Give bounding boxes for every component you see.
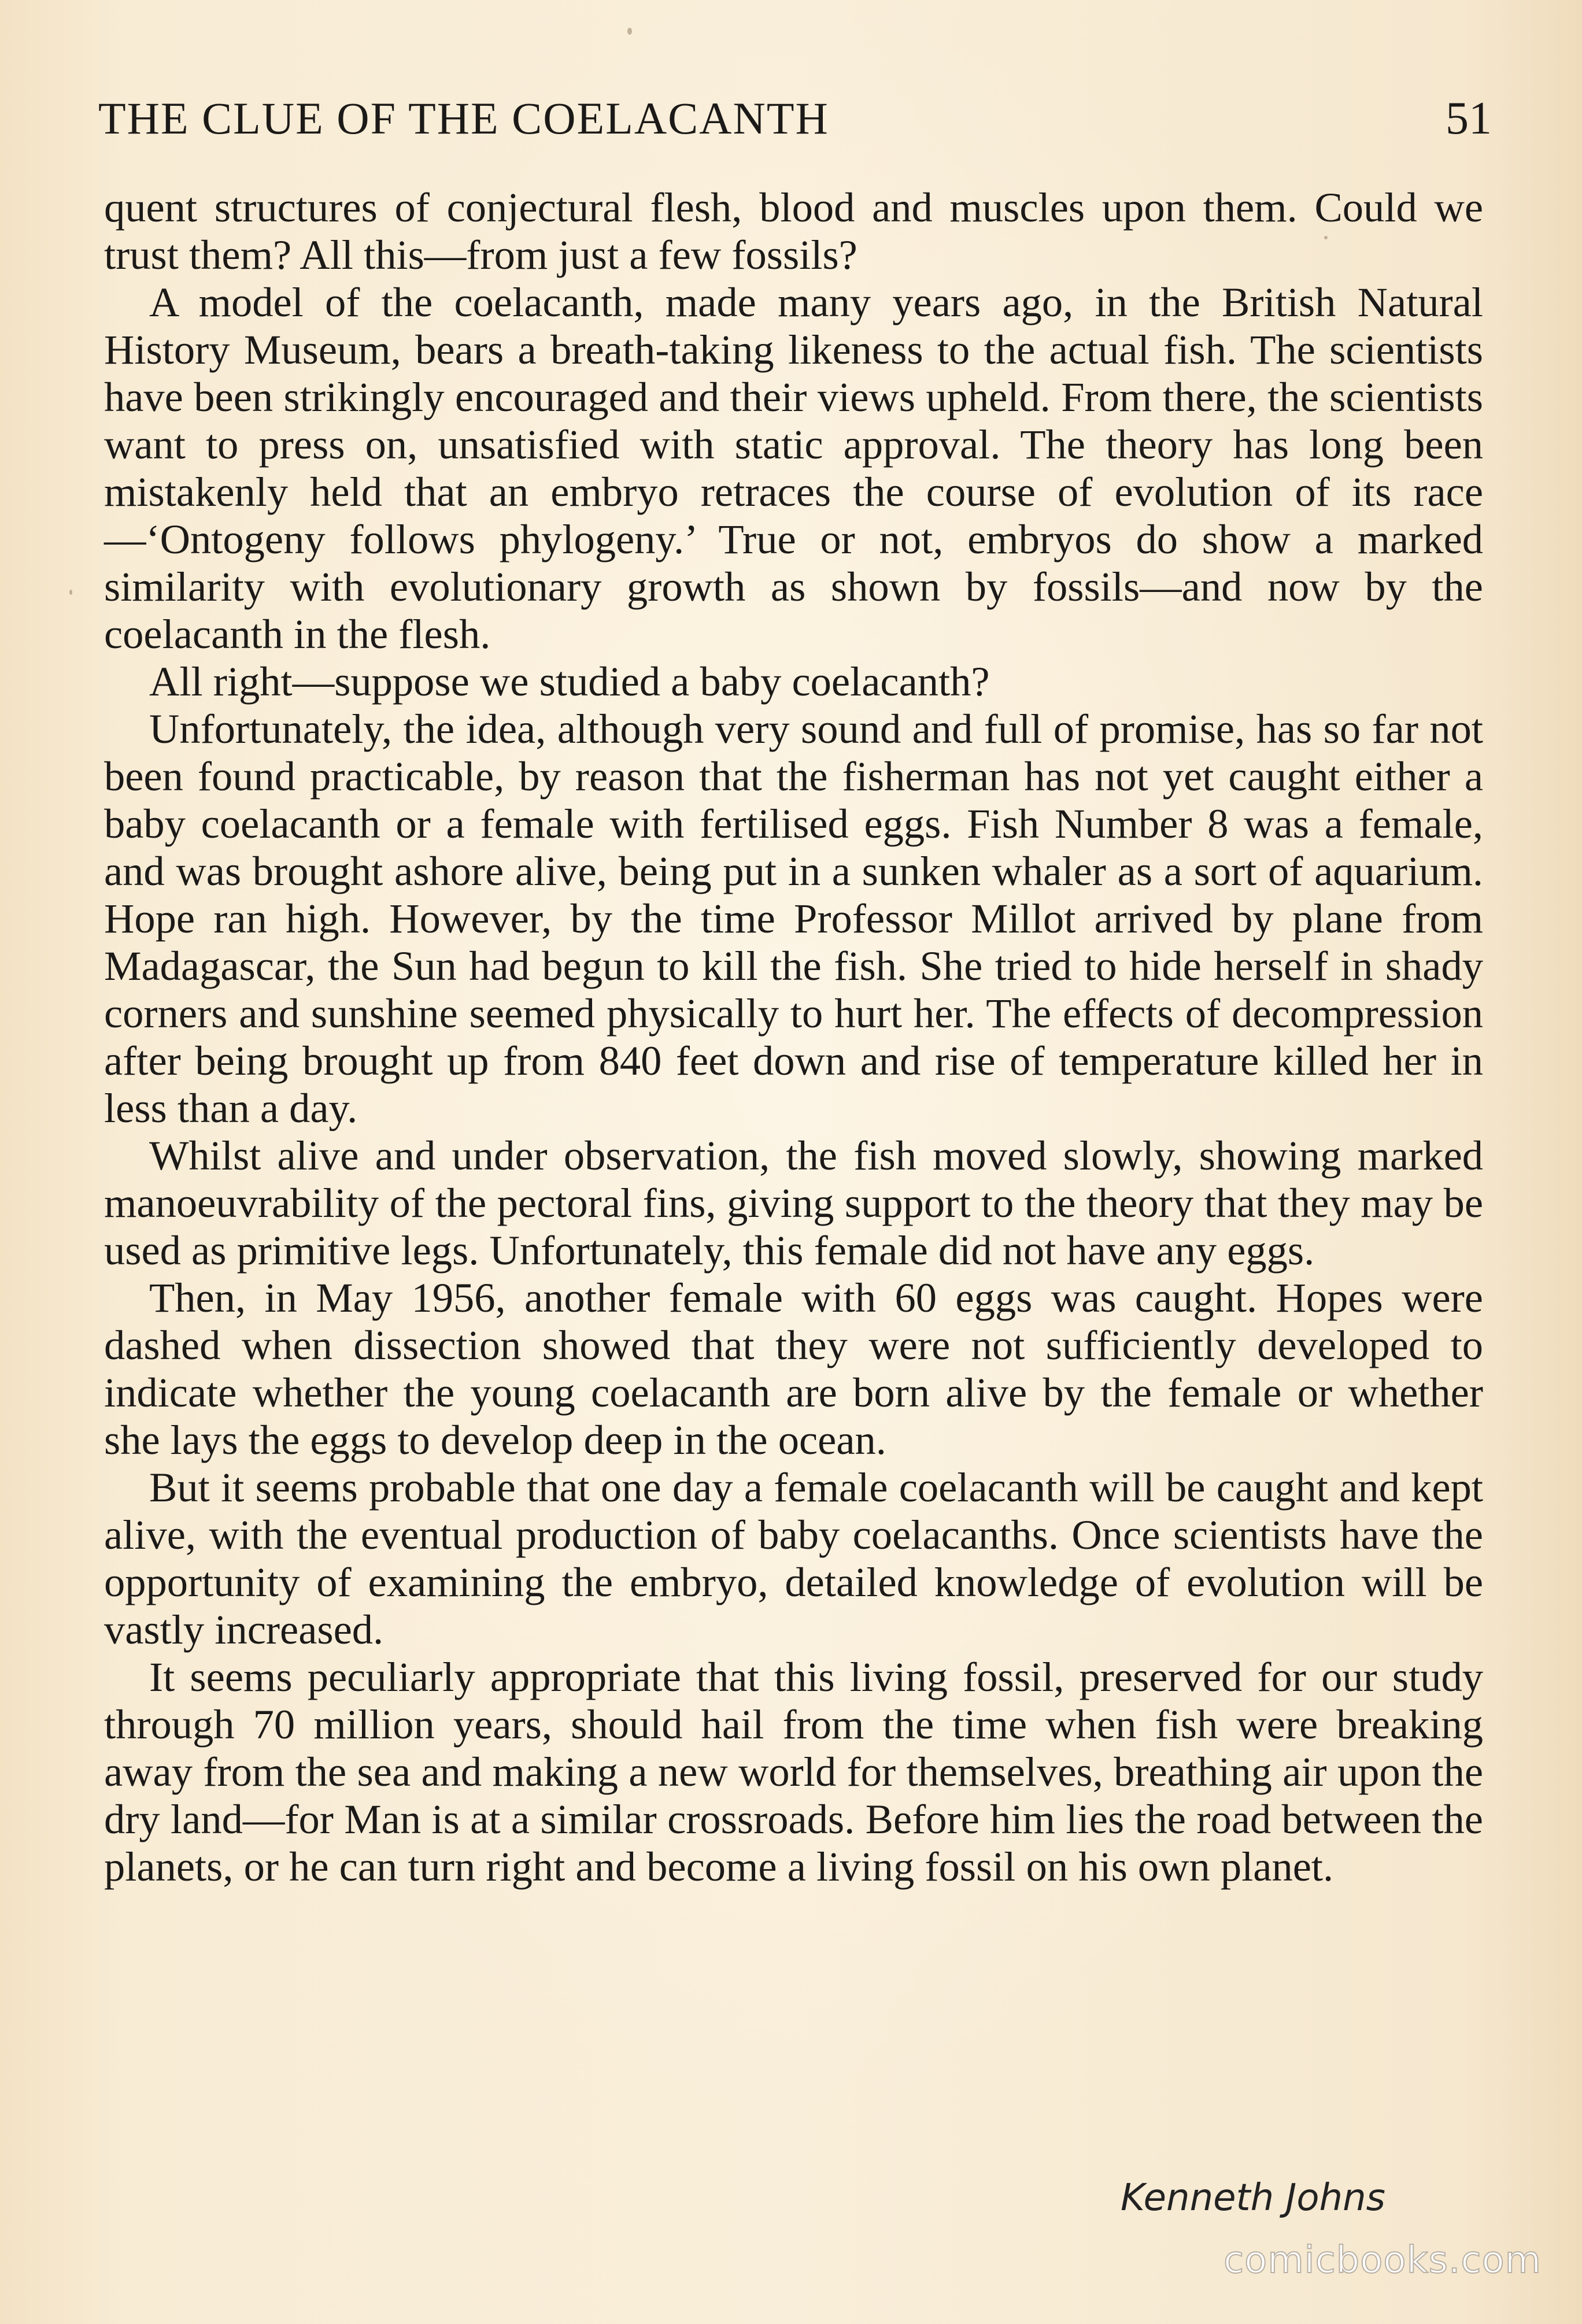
paragraph: Whilst alive and under observation, the fish moved slowly, showing marked manoeuvrability of the pectoral fins, giving support to the theory that they may be used as primitive legs. Unfortunately, this female did not have any eggs.: [104, 1132, 1483, 1274]
paper-speck: [69, 590, 72, 595]
paragraph: Then, in May 1956, another female with 60 eggs was caught. Hopes were dashed when dissection showed that they were not sufficiently developed to indicate whether the young coelacanth are born alive by the female or whether she lays the eggs to develop deep in the ocean.: [104, 1274, 1483, 1463]
paragraph: It seems peculiarly appropriate that this living fossil, preserved for our study through 70 million years, should hail from the time when fish were breaking away from the sea and making a new world for themselves, breathing air upon the dry land—for Man is at a similar crossroads. Before him lies the road between the planets, or he can turn right and become a living fossil on his own planet.: [104, 1653, 1483, 1890]
paper-speck: [627, 28, 632, 35]
paragraph: A model of the coelacanth, made many years ago, in the British Natural History Museum, bears a breath-taking likeness to the actual fish. The scientists have been strikingly encouraged and their views upheld. From there, the scientists want to press on, unsatisfied with static approval. The theory has long been mistakenly held that an embryo retraces the course of evolution of its race—‘Ontogeny follows phylogeny.’ True or not, embryos do show a marked similarity with evolutionary growth as shown by fossils—and now by the coelacanth in the flesh.: [104, 279, 1483, 657]
paragraph: All right—suppose we studied a baby coelacanth?: [149, 658, 990, 705]
page-number: 51: [1446, 93, 1492, 144]
article-body: [104, 184, 1483, 1890]
running-title: THE CLUE OF THE COELACANTH: [98, 93, 829, 143]
paragraph: Unfortunately, the idea, although very sound and full of promise, has so far not been found practicable, by reason that the fisherman has not yet caught either a baby coelacanth or a female with fertilised eggs. Fish Number 8 was a female, and was brought ashore alive, being put in a sunken whaler as a sort of aquarium. Hope ran high. However, by the time Professor Millot arrived by plane from Madagascar, the Sun had begun to kill the fish. She tried to hide herself in shady corners and sunshine seemed physically to hurt her. The effects of decompression after being brought up from 840 feet down and rise of temperature killed her in less than a day.: [104, 705, 1483, 1131]
page-header: [98, 87, 1492, 150]
site-watermark: comicbooks.com: [1223, 2239, 1542, 2282]
paragraph: quent structures of conjectural flesh, blood and muscles upon them. Could we trust them? All this—from just a few fossils?: [104, 184, 1483, 278]
paragraph: But it seems probable that one day a female coelacanth will be caught and kept alive, with the eventual production of baby coelacanths. Once scientists have the opportunity of examining the embryo, detailed knowledge of evolution will be vastly increased.: [104, 1464, 1483, 1653]
author-signature: Kenneth Johns: [1120, 2177, 1385, 2219]
